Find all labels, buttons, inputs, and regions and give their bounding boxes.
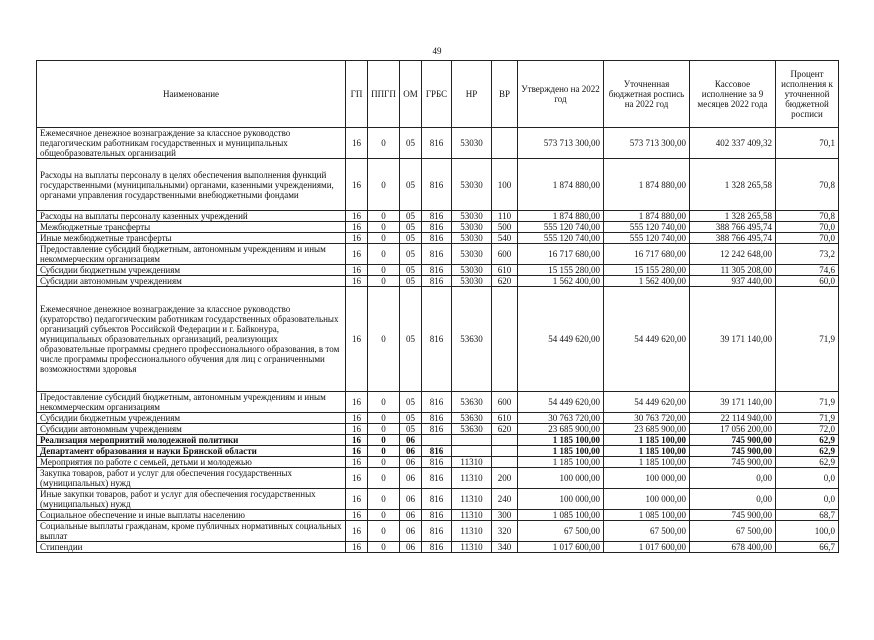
cell-approved: 1 562 400,00 <box>518 276 604 287</box>
cell-name: Закупка товаров, работ и услуг для обеспечения государственных (муниципальных) нужд <box>37 468 346 489</box>
cell-name: Социальные выплаты гражданам, кроме публичных нормативных социальных выплат <box>37 521 346 542</box>
cell-om: 05 <box>400 424 422 435</box>
cell-gp: 16 <box>346 276 368 287</box>
cell-ppgp: 0 <box>368 435 400 446</box>
cell-cash: 39 171 140,00 <box>690 392 776 413</box>
table-row <box>37 265 839 276</box>
cell-approved: 54 449 620,00 <box>518 392 604 413</box>
cell-percent: 70,1 <box>776 128 839 159</box>
cell-vr: 620 <box>492 276 518 287</box>
cell-name: Предоставление субсидий бюджетным, автономным учреждениям и иным некоммерческим организациям <box>37 244 346 265</box>
cell-gp: 16 <box>346 457 368 468</box>
cell-cash: 678 400,00 <box>690 542 776 553</box>
cell-refined: 100 000,00 <box>604 489 690 510</box>
cell-name: Ежемесячное денежное вознаграждение за классное руководство педагогическим работникам государственных и муниципальных общеобразовательных организаций <box>37 128 346 159</box>
budget-table <box>36 60 839 553</box>
header-ppgp: ППГП <box>368 61 400 128</box>
cell-grbs: 816 <box>422 468 452 489</box>
cell-cash: 745 900,00 <box>690 510 776 521</box>
cell-gp: 16 <box>346 542 368 553</box>
cell-percent: 70,8 <box>776 211 839 222</box>
cell-cash: 402 337 409,32 <box>690 128 776 159</box>
cell-gp: 16 <box>346 233 368 244</box>
cell-ppgp: 0 <box>368 446 400 457</box>
cell-approved: 1 185 100,00 <box>518 435 604 446</box>
cell-grbs: 816 <box>422 413 452 424</box>
table-row <box>37 542 839 553</box>
cell-grbs: 816 <box>422 244 452 265</box>
table-row <box>37 489 839 510</box>
cell-ppgp: 0 <box>368 222 400 233</box>
cell-refined: 1 185 100,00 <box>604 457 690 468</box>
cell-gp: 16 <box>346 211 368 222</box>
cell-ppgp: 0 <box>368 265 400 276</box>
cell-approved: 1 874 880,00 <box>518 159 604 211</box>
header-approved: Утверждено на 2022 год <box>518 61 604 128</box>
cell-om: 05 <box>400 276 422 287</box>
cell-name: Реализация мероприятий молодежной политики <box>37 435 346 446</box>
cell-om: 05 <box>400 128 422 159</box>
cell-percent: 70,8 <box>776 159 839 211</box>
cell-nr: 53030 <box>452 233 492 244</box>
cell-name: Расходы на выплаты персоналу казенных учреждений <box>37 211 346 222</box>
header-percent: Процент исполнения к уточненной бюджетной росписи <box>776 61 839 128</box>
cell-vr <box>492 128 518 159</box>
header-gp: ГП <box>346 61 368 128</box>
cell-ppgp: 0 <box>368 489 400 510</box>
cell-name: Мероприятия по работе с семьей, детьми и молодежью <box>37 457 346 468</box>
cell-approved: 1 185 100,00 <box>518 446 604 457</box>
cell-refined: 1 874 880,00 <box>604 211 690 222</box>
cell-vr: 610 <box>492 265 518 276</box>
table-row <box>37 468 839 489</box>
cell-approved: 54 449 620,00 <box>518 287 604 392</box>
cell-nr: 53630 <box>452 424 492 435</box>
cell-ppgp: 0 <box>368 211 400 222</box>
cell-vr: 200 <box>492 468 518 489</box>
cell-grbs: 816 <box>422 446 452 457</box>
cell-percent: 71,9 <box>776 287 839 392</box>
cell-gp: 16 <box>346 222 368 233</box>
cell-ppgp: 0 <box>368 392 400 413</box>
cell-gp: 16 <box>346 521 368 542</box>
cell-approved: 555 120 740,00 <box>518 233 604 244</box>
table-row <box>37 128 839 159</box>
cell-nr: 11310 <box>452 468 492 489</box>
cell-ppgp: 0 <box>368 510 400 521</box>
cell-name: Социальное обеспечение и иные выплаты населению <box>37 510 346 521</box>
header-nr: НР <box>452 61 492 128</box>
cell-nr: 11310 <box>452 521 492 542</box>
cell-cash: 39 171 140,00 <box>690 287 776 392</box>
cell-refined: 555 120 740,00 <box>604 233 690 244</box>
cell-approved: 555 120 740,00 <box>518 222 604 233</box>
cell-grbs: 816 <box>422 276 452 287</box>
cell-gp: 16 <box>346 468 368 489</box>
cell-nr: 11310 <box>452 510 492 521</box>
cell-cash: 22 114 940,00 <box>690 413 776 424</box>
cell-approved: 30 763 720,00 <box>518 413 604 424</box>
cell-nr: 53030 <box>452 222 492 233</box>
cell-percent: 70,0 <box>776 233 839 244</box>
cell-approved: 1 017 600,00 <box>518 542 604 553</box>
table-row <box>37 287 839 392</box>
cell-vr: 610 <box>492 413 518 424</box>
cell-gp: 16 <box>346 392 368 413</box>
cell-om: 06 <box>400 435 422 446</box>
cell-grbs <box>422 435 452 446</box>
cell-percent: 71,9 <box>776 413 839 424</box>
cell-nr: 53030 <box>452 276 492 287</box>
cell-om: 05 <box>400 159 422 211</box>
table-row <box>37 521 839 542</box>
cell-percent: 68,7 <box>776 510 839 521</box>
cell-refined: 23 685 900,00 <box>604 424 690 435</box>
table-row <box>37 222 839 233</box>
cell-name: Иные межбюджетные трансферты <box>37 233 346 244</box>
cell-nr: 11310 <box>452 489 492 510</box>
cell-vr: 600 <box>492 392 518 413</box>
cell-refined: 1 185 100,00 <box>604 446 690 457</box>
cell-percent: 60,0 <box>776 276 839 287</box>
cell-refined: 15 155 280,00 <box>604 265 690 276</box>
cell-grbs: 816 <box>422 287 452 392</box>
cell-percent: 62,9 <box>776 435 839 446</box>
cell-name: Департамент образования и науки Брянской области <box>37 446 346 457</box>
cell-om: 05 <box>400 392 422 413</box>
cell-nr: 53630 <box>452 413 492 424</box>
cell-om: 06 <box>400 489 422 510</box>
cell-approved: 67 500,00 <box>518 521 604 542</box>
cell-grbs: 816 <box>422 521 452 542</box>
cell-refined: 1 085 100,00 <box>604 510 690 521</box>
cell-cash: 937 440,00 <box>690 276 776 287</box>
table-row <box>37 211 839 222</box>
cell-name: Субсидии бюджетным учреждениям <box>37 413 346 424</box>
cell-nr: 53630 <box>452 287 492 392</box>
cell-nr: 53030 <box>452 244 492 265</box>
cell-vr: 620 <box>492 424 518 435</box>
cell-approved: 16 717 680,00 <box>518 244 604 265</box>
cell-nr: 53030 <box>452 211 492 222</box>
header-name: Наименование <box>37 61 346 128</box>
cell-percent: 62,9 <box>776 457 839 468</box>
cell-vr <box>492 446 518 457</box>
cell-percent: 62,9 <box>776 446 839 457</box>
cell-nr: 11310 <box>452 542 492 553</box>
cell-om: 06 <box>400 521 422 542</box>
cell-cash: 12 242 648,00 <box>690 244 776 265</box>
cell-cash: 1 328 265,58 <box>690 211 776 222</box>
cell-cash: 67 500,00 <box>690 521 776 542</box>
cell-ppgp: 0 <box>368 413 400 424</box>
cell-refined: 573 713 300,00 <box>604 128 690 159</box>
cell-percent: 74,6 <box>776 265 839 276</box>
cell-gp: 16 <box>346 244 368 265</box>
table-body <box>37 128 839 553</box>
cell-vr: 110 <box>492 211 518 222</box>
cell-ppgp: 0 <box>368 244 400 265</box>
cell-grbs: 816 <box>422 128 452 159</box>
cell-om: 05 <box>400 233 422 244</box>
cell-grbs: 816 <box>422 159 452 211</box>
cell-approved: 1 085 100,00 <box>518 510 604 521</box>
cell-grbs: 816 <box>422 392 452 413</box>
cell-approved: 1 874 880,00 <box>518 211 604 222</box>
cell-gp: 16 <box>346 287 368 392</box>
cell-name: Субсидии автономным учреждениям <box>37 424 346 435</box>
cell-grbs: 816 <box>422 457 452 468</box>
table-row <box>37 446 839 457</box>
cell-cash: 1 328 265,58 <box>690 159 776 211</box>
cell-om: 06 <box>400 457 422 468</box>
cell-cash: 17 056 200,00 <box>690 424 776 435</box>
cell-refined: 54 449 620,00 <box>604 392 690 413</box>
cell-grbs: 816 <box>422 233 452 244</box>
cell-cash: 388 766 495,74 <box>690 233 776 244</box>
cell-ppgp: 0 <box>368 287 400 392</box>
cell-cash: 11 305 208,00 <box>690 265 776 276</box>
cell-percent: 66,7 <box>776 542 839 553</box>
cell-nr: 11310 <box>452 457 492 468</box>
cell-cash: 745 900,00 <box>690 446 776 457</box>
header-vr: ВР <box>492 61 518 128</box>
table-row <box>37 244 839 265</box>
cell-approved: 1 185 100,00 <box>518 457 604 468</box>
cell-vr: 320 <box>492 521 518 542</box>
cell-om: 05 <box>400 244 422 265</box>
cell-vr: 240 <box>492 489 518 510</box>
cell-om: 05 <box>400 287 422 392</box>
cell-gp: 16 <box>346 435 368 446</box>
cell-ppgp: 0 <box>368 159 400 211</box>
cell-nr <box>452 435 492 446</box>
cell-refined: 30 763 720,00 <box>604 413 690 424</box>
cell-percent: 100,0 <box>776 521 839 542</box>
cell-grbs: 816 <box>422 510 452 521</box>
cell-grbs: 816 <box>422 424 452 435</box>
cell-refined: 67 500,00 <box>604 521 690 542</box>
cell-vr: 100 <box>492 159 518 211</box>
cell-name: Расходы на выплаты персоналу в целях обеспечения выполнения функций государственными (муниципальными) органами, казенными учреждениями, органами управления государственными внебюджетными фондами <box>37 159 346 211</box>
header-om: ОМ <box>400 61 422 128</box>
cell-grbs: 816 <box>422 265 452 276</box>
cell-gp: 16 <box>346 489 368 510</box>
cell-vr: 300 <box>492 510 518 521</box>
cell-vr: 540 <box>492 233 518 244</box>
header-grbs: ГРБС <box>422 61 452 128</box>
cell-om: 06 <box>400 468 422 489</box>
cell-om: 06 <box>400 542 422 553</box>
cell-refined: 1 017 600,00 <box>604 542 690 553</box>
cell-vr: 500 <box>492 222 518 233</box>
cell-percent: 71,9 <box>776 392 839 413</box>
cell-cash: 745 900,00 <box>690 457 776 468</box>
cell-name: Иные закупки товаров, работ и услуг для обеспечения государственных (муниципальных) нужд <box>37 489 346 510</box>
table-row <box>37 457 839 468</box>
cell-name: Предоставление субсидий бюджетным, автономным учреждениям и иным некоммерческим организациям <box>37 392 346 413</box>
cell-vr <box>492 435 518 446</box>
cell-approved: 100 000,00 <box>518 489 604 510</box>
cell-nr: 53030 <box>452 265 492 276</box>
cell-percent: 73,2 <box>776 244 839 265</box>
cell-nr: 53030 <box>452 159 492 211</box>
cell-nr <box>452 446 492 457</box>
cell-ppgp: 0 <box>368 542 400 553</box>
cell-nr: 53030 <box>452 128 492 159</box>
table-row <box>37 413 839 424</box>
cell-approved: 100 000,00 <box>518 468 604 489</box>
table-row <box>37 392 839 413</box>
cell-gp: 16 <box>346 128 368 159</box>
cell-refined: 1 874 880,00 <box>604 159 690 211</box>
cell-grbs: 816 <box>422 222 452 233</box>
cell-name: Межбюджетные трансферты <box>37 222 346 233</box>
cell-ppgp: 0 <box>368 468 400 489</box>
cell-om: 05 <box>400 222 422 233</box>
cell-gp: 16 <box>346 265 368 276</box>
table-row <box>37 435 839 446</box>
cell-refined: 555 120 740,00 <box>604 222 690 233</box>
cell-percent: 70,0 <box>776 222 839 233</box>
cell-cash: 0,00 <box>690 489 776 510</box>
cell-om: 05 <box>400 211 422 222</box>
cell-refined: 16 717 680,00 <box>604 244 690 265</box>
header-row <box>37 61 839 128</box>
table-row <box>37 510 839 521</box>
table-row <box>37 233 839 244</box>
cell-om: 06 <box>400 510 422 521</box>
header-cash: Кассовое исполнение за 9 месяцев 2022 года <box>690 61 776 128</box>
cell-gp: 16 <box>346 424 368 435</box>
cell-om: 05 <box>400 265 422 276</box>
cell-grbs: 816 <box>422 211 452 222</box>
cell-ppgp: 0 <box>368 457 400 468</box>
cell-name: Субсидии бюджетным учреждениям <box>37 265 346 276</box>
cell-name: Субсидии автономным учреждениям <box>37 276 346 287</box>
cell-refined: 1 562 400,00 <box>604 276 690 287</box>
cell-name: Ежемесячное денежное вознаграждение за классное руководство (кураторство) педагогическим работникам государственных образовательных организаций субъектов Российской Федерации и г. Байконура, муниципальных образовательных организаций, реализующих образовательные программы среднего профессионального образования, в том числе программы профессионального обучения для лиц с ограниченными возможностями здоровья <box>37 287 346 392</box>
page-number: 49 <box>432 46 442 56</box>
cell-gp: 16 <box>346 413 368 424</box>
table-row <box>37 159 839 211</box>
cell-vr: 600 <box>492 244 518 265</box>
cell-percent: 0,0 <box>776 489 839 510</box>
cell-grbs: 816 <box>422 489 452 510</box>
cell-gp: 16 <box>346 510 368 521</box>
table-row <box>37 276 839 287</box>
cell-ppgp: 0 <box>368 276 400 287</box>
cell-name: Стипендии <box>37 542 346 553</box>
cell-refined: 100 000,00 <box>604 468 690 489</box>
cell-ppgp: 0 <box>368 128 400 159</box>
cell-vr <box>492 457 518 468</box>
cell-om: 06 <box>400 446 422 457</box>
cell-ppgp: 0 <box>368 521 400 542</box>
cell-gp: 16 <box>346 446 368 457</box>
cell-percent: 72,0 <box>776 424 839 435</box>
cell-cash: 388 766 495,74 <box>690 222 776 233</box>
cell-om: 05 <box>400 413 422 424</box>
cell-ppgp: 0 <box>368 424 400 435</box>
cell-grbs: 816 <box>422 542 452 553</box>
cell-refined: 1 185 100,00 <box>604 435 690 446</box>
table-row <box>37 424 839 435</box>
cell-approved: 23 685 900,00 <box>518 424 604 435</box>
cell-approved: 573 713 300,00 <box>518 128 604 159</box>
cell-gp: 16 <box>346 159 368 211</box>
cell-vr <box>492 287 518 392</box>
cell-refined: 54 449 620,00 <box>604 287 690 392</box>
header-refined: Уточненная бюджетная роспись на 2022 год <box>604 61 690 128</box>
cell-ppgp: 0 <box>368 233 400 244</box>
cell-nr: 53630 <box>452 392 492 413</box>
cell-approved: 15 155 280,00 <box>518 265 604 276</box>
cell-cash: 0,00 <box>690 468 776 489</box>
cell-vr: 340 <box>492 542 518 553</box>
cell-percent: 0,0 <box>776 468 839 489</box>
cell-cash: 745 900,00 <box>690 435 776 446</box>
